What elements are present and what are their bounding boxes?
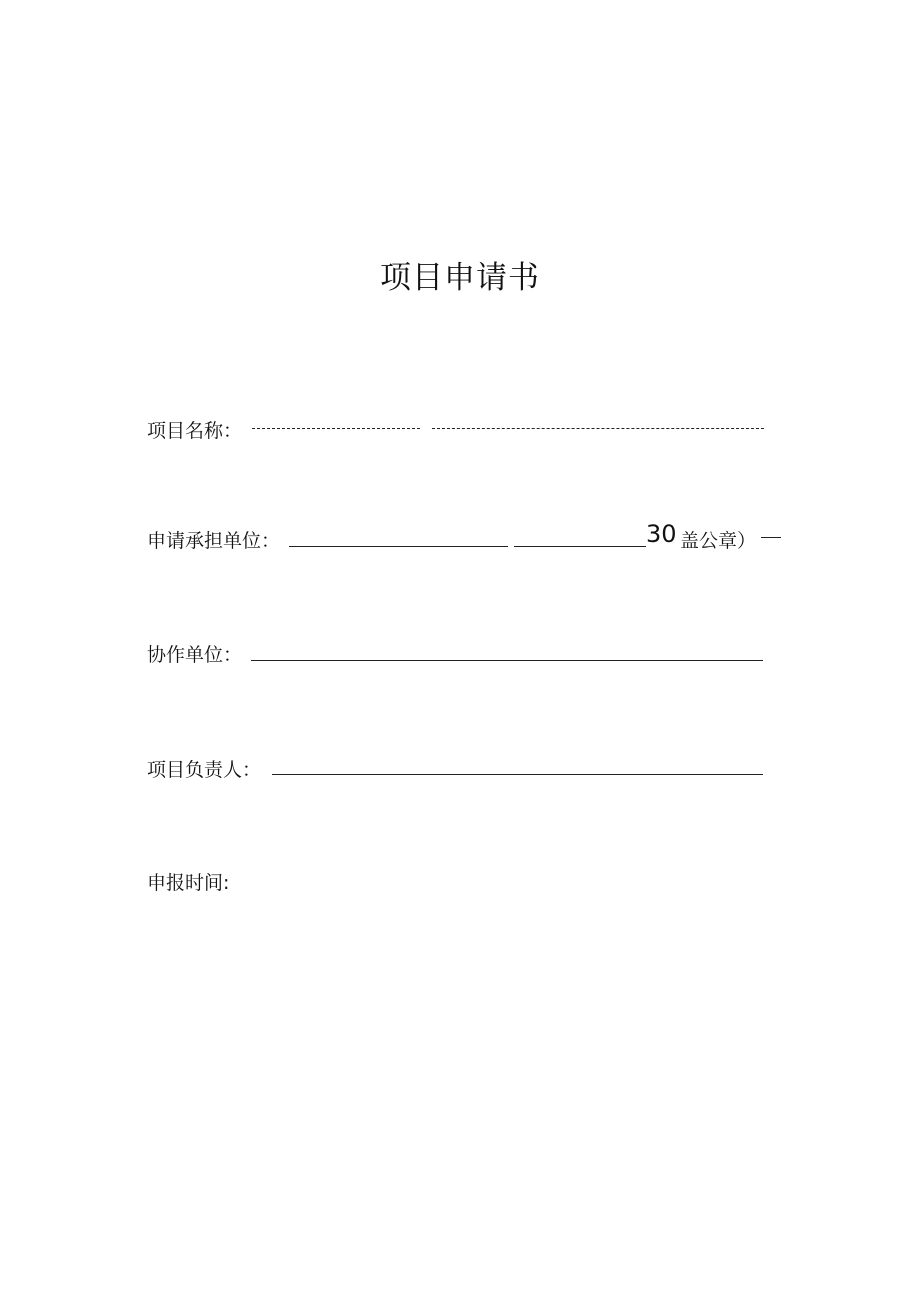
- seal-trailing-dash: [761, 537, 781, 538]
- submit-time-label: 申报时间:: [147, 872, 230, 894]
- project-name-label: 项目名称：: [147, 420, 243, 442]
- applicant-unit-label: 申请承担单位：: [147, 530, 281, 552]
- applicant-unit-blank-1[interactable]: [289, 546, 508, 547]
- cooperating-unit-blank[interactable]: [251, 660, 763, 661]
- seal-number: 30: [646, 520, 677, 548]
- cooperating-unit-label: 协作单位：: [147, 644, 243, 666]
- document-title: 项目申请书: [380, 260, 540, 296]
- project-name-blank-1[interactable]: [252, 428, 420, 429]
- applicant-unit-blank-2[interactable]: [514, 546, 646, 547]
- project-leader-blank[interactable]: [272, 774, 763, 775]
- project-name-blank-2[interactable]: [432, 428, 764, 429]
- project-leader-label: 项目负责人：: [147, 759, 262, 781]
- seal-note: 盖公章）: [680, 530, 757, 552]
